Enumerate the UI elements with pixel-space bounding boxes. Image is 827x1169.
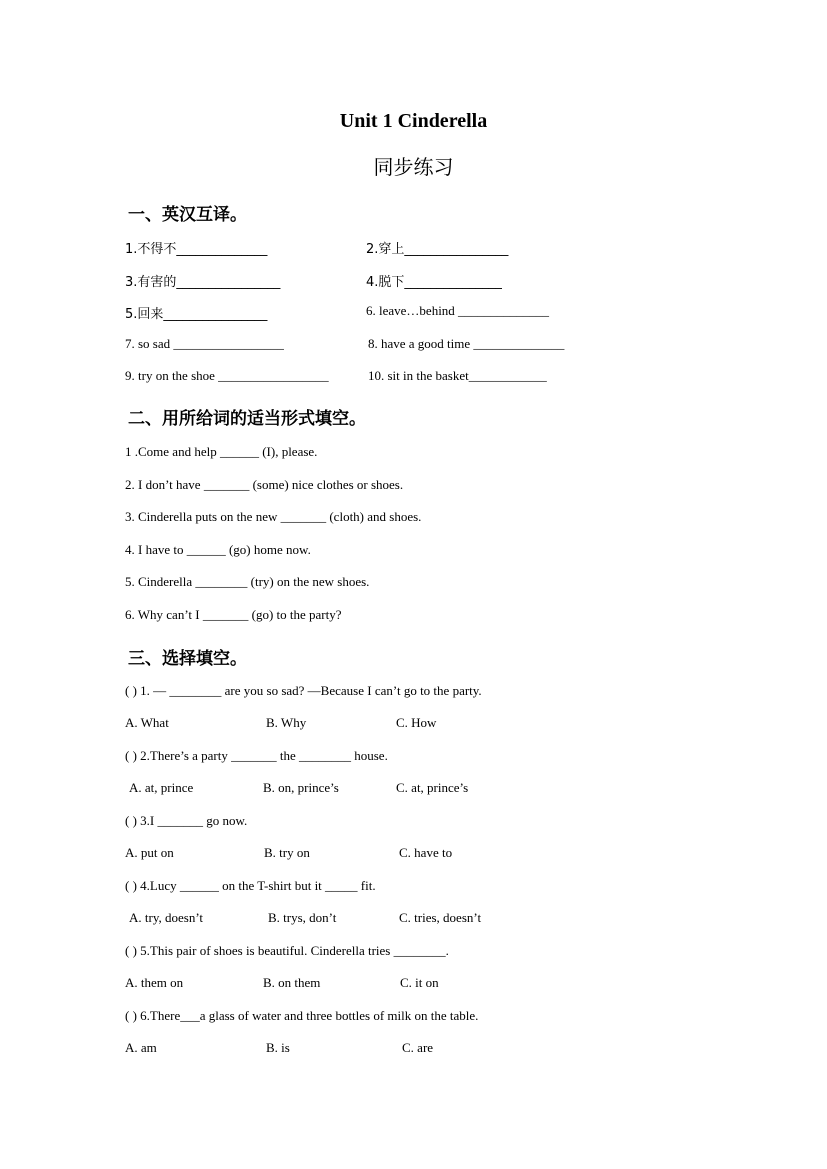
section-heading-multiple-choice: 三、选择填空。 — [128, 649, 247, 669]
page-title: Unit 1 Cinderella — [339, 110, 488, 132]
translation-item: 8. have a good time ______________ — [368, 336, 565, 351]
translation-item: 9. try on the shoe _________________ — [125, 368, 329, 383]
section-heading-translation: 一、英汉互译。 — [128, 205, 247, 225]
question-stem: ( ) 6.There___a glass of water and three bottles of milk on the table. — [125, 1008, 479, 1023]
option-b: B. on, prince’s — [263, 780, 339, 795]
fill-in-item: 6. Why can’t I _______ (go) to the party? — [125, 607, 342, 622]
fill-in-item: 1 .Come and help ______ (I), please. — [125, 444, 318, 459]
translation-item: 1.不得不______________ — [125, 242, 268, 257]
section-heading-fill-in: 二、用所给词的适当形式填空。 — [128, 409, 366, 429]
option-a: A. What — [125, 715, 169, 730]
question-stem: ( ) 1. — ________ are you so sad? —Because I can’t go to the party. — [125, 683, 482, 698]
option-a: A. put on — [125, 845, 174, 860]
translation-item: 5.回来________________ — [125, 307, 268, 322]
option-c: C. it on — [400, 975, 439, 990]
option-b: B. is — [266, 1040, 290, 1055]
question-stem: ( ) 2.There’s a party _______ the ________ house. — [125, 748, 388, 763]
option-a: A. try, doesn’t — [129, 910, 204, 925]
option-a: A. at, prince — [129, 780, 194, 795]
fill-in-item: 5. Cinderella ________ (try) on the new shoes. — [125, 574, 370, 589]
option-b: B. on them — [263, 975, 321, 990]
option-a: A. am — [125, 1040, 157, 1055]
translation-item: 7. so sad _________________ — [125, 336, 284, 351]
option-b: B. trys, don’t — [268, 910, 337, 925]
option-b: B. try on — [264, 845, 310, 860]
translation-item: 4.脱下_______________ — [366, 275, 502, 290]
translation-item: 3.有害的________________ — [125, 275, 281, 290]
option-c: C. at, prince’s — [396, 780, 469, 795]
fill-in-item: 2. I don’t have _______ (some) nice clothes or shoes. — [125, 477, 404, 492]
option-a: A. them on — [125, 975, 184, 990]
fill-in-item: 3. Cinderella puts on the new _______ (cloth) and shoes. — [125, 509, 422, 524]
translation-item: 2.穿上________________ — [366, 242, 509, 257]
option-c: C. How — [396, 715, 437, 730]
option-c: C. have to — [399, 845, 453, 860]
page-subtitle: 同步练习 — [373, 155, 454, 179]
question-stem: ( ) 5.This pair of shoes is beautiful. Cinderella tries ________. — [125, 943, 449, 958]
translation-item: 6. leave…behind ______________ — [366, 303, 550, 318]
option-c: C. tries, doesn’t — [399, 910, 482, 925]
option-c: C. are — [402, 1040, 434, 1055]
option-b: B. Why — [266, 715, 307, 730]
fill-in-item: 4. I have to ______ (go) home now. — [125, 542, 311, 557]
question-stem: ( ) 4.Lucy ______ on the T-shirt but it _____ fit. — [125, 878, 376, 893]
translation-item: 10. sit in the basket____________ — [368, 368, 547, 383]
question-stem: ( ) 3.I _______ go now. — [125, 813, 248, 828]
